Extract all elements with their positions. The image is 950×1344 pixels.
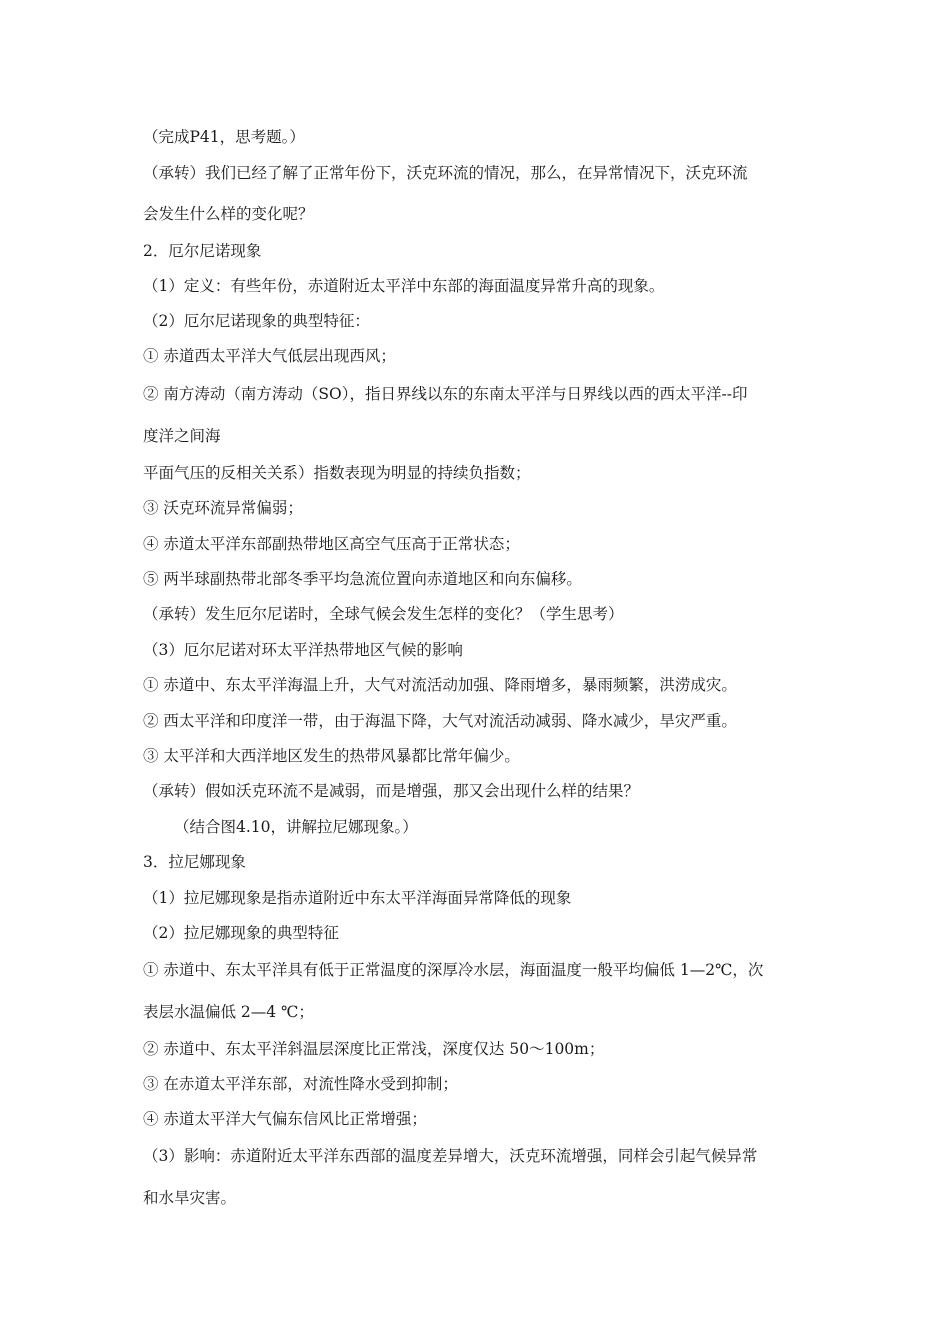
list-item: ② 赤道中、东太平洋斜温层深度比正常浅，深度仅达 50～100m； xyxy=(143,1040,605,1058)
text-line: （3）影响：赤道附近太平洋东西部的温度差异增大，沃克环流增强，同样会引起气候异常 xyxy=(143,1147,758,1165)
text-line: （结合图4.10，讲解拉尼娜现象。） xyxy=(174,818,418,836)
text-line: 度洋之间海 xyxy=(143,427,221,445)
list-item: ③ 沃克环流异常偏弱； xyxy=(143,499,303,517)
text-line: 表层水温偏低 2—4 ℃； xyxy=(143,1003,314,1021)
text-line: 会发生什么样的变化呢？ xyxy=(143,205,314,223)
list-item: ① 赤道中、东太平洋具有低于正常温度的深厚冷水层，海面温度一般平均偏低 1—2℃，次 xyxy=(143,961,764,979)
text-line: 和水旱灾害。 xyxy=(143,1189,237,1207)
text-line: （完成P41，思考题。） xyxy=(143,128,305,146)
text-line: （2）厄尔尼诺现象的典型特征： xyxy=(143,312,370,330)
text-line: （承转）我们已经了解了正常年份下，沃克环流的情况，那么，在异常情况下，沃克环流 xyxy=(143,164,748,182)
text-line: （承转）假如沃克环流不是减弱，而是增强，那又会出现什么样的结果？ xyxy=(143,782,640,800)
text-line: （1）拉尼娜现象是指赤道附近中东太平洋海面异常降低的现象 xyxy=(143,889,572,907)
list-item: ② 西太平洋和印度洋一带，由于海温下降，大气对流活动减弱、降水减少，旱灾严重。 xyxy=(143,712,737,730)
list-item: ⑤ 两半球副热带北部冬季平均急流位置向赤道地区和向东偏移。 xyxy=(143,570,582,588)
section-heading: 2．厄尔尼诺现象 xyxy=(143,242,262,260)
list-item: ④ 赤道太平洋大气偏东信风比正常增强； xyxy=(143,1110,427,1128)
text-line: 平面气压的反相关关系）指数表现为明显的持续负指数； xyxy=(143,464,531,482)
text-line: （承转）发生厄尔尼诺时，全球气候会发生怎样的变化？（学生思考） xyxy=(143,605,624,623)
list-item: ② 南方涛动（南方涛动（SO），指日界线以东的东南太平洋与日界线以西的西太平洋--印 xyxy=(143,385,748,403)
list-item: ① 赤道西太平洋大气低层出现西风； xyxy=(143,347,396,365)
section-heading: 3．拉尼娜现象 xyxy=(143,853,246,871)
list-item: ③ 太平洋和大西洋地区发生的热带风暴都比常年偏少。 xyxy=(143,747,520,765)
list-item: ③ 在赤道太平洋东部，对流性降水受到抑制； xyxy=(143,1075,458,1093)
text-line: （2）拉尼娜现象的典型特征 xyxy=(143,924,339,942)
text-line: （1）定义：有些年份，赤道附近太平洋中东部的海面温度异常升高的现象。 xyxy=(143,277,665,295)
list-item: ④ 赤道太平洋东部副热带地区高空气压高于正常状态； xyxy=(143,535,520,553)
text-line: （3）厄尔尼诺对环太平洋热带地区气候的影响 xyxy=(143,641,463,659)
list-item: ① 赤道中、东太平洋海温上升，大气对流活动加强、降雨增多，暴雨频繁，洪涝成灾。 xyxy=(143,676,737,694)
